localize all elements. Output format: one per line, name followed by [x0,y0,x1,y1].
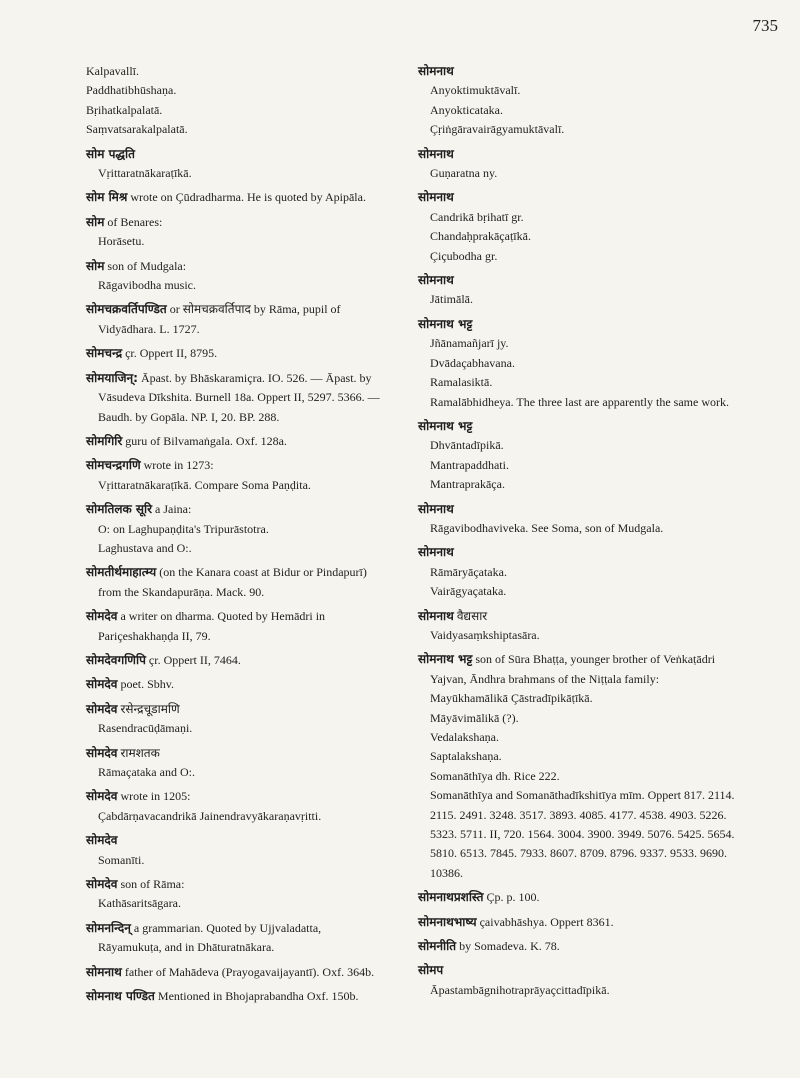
entry-line: Çṛiṅgāravairāgyamuktāvalī. [430,122,565,137]
entry-text: wrote in 1205: [117,789,191,804]
dictionary-entry [86,607,386,646]
dictionary-entry [86,369,386,427]
entry-text: वैद्यसार [453,608,488,623]
entry-line: Rasendracūḍāmaṇi. [98,721,193,736]
entry-headword: सोमचक्रवर्तिपण्डित [86,302,167,317]
entry-text: a Jaina: [152,502,192,517]
dictionary-entry [86,675,386,694]
entry-text: Çp. p. 100. [483,890,540,905]
dictionary-entry [86,987,386,1006]
dictionary-entry [418,650,738,883]
entry-headword: सोमदेव [86,789,118,804]
dictionary-entry [86,213,386,252]
entry-text: poet. Sbhv. [117,677,175,692]
entry-headword: सोमनन्दिन् [86,920,131,935]
entry-headword: सोमनाथ [418,545,454,560]
entry-line: Rāgavibodha music. [98,278,196,293]
entry-headword: सोमनाथभाष्य [418,914,477,929]
entry-line: Chandaḥprakāçaṭīkā. [430,229,531,244]
entry-text: çr. Oppert II, 8795. [122,346,218,361]
entry-headword: सोम मिश्र [86,190,128,205]
entry-line: Rāmaçataka and O:. [98,765,195,779]
dictionary-entry [86,875,386,914]
dictionary-entry [418,62,738,140]
dictionary-entry [86,456,386,495]
entry-line: Vedalakshaṇa. [430,730,499,744]
entry-headword: सोमतीर्थमाहात्म्य [86,565,157,580]
entry-text: çr. Oppert II, 7464. [145,652,241,667]
entry-headword: सोमनाथ [86,964,122,979]
entry-line: Anyokticataka. [430,102,503,117]
entry-line: Mantraprakāça. [430,477,505,492]
entry-headword: सोमनाथ पण्डित [86,989,155,1004]
entry-line: Kalpavallī. [86,64,139,78]
entry-headword: सोमतिलक सूरि [86,502,153,517]
entry-line: Kathāsaritsāgara. [98,896,181,911]
entry-line: Mantrapaddhati. [430,457,509,472]
dictionary-entry [418,607,738,646]
entry-line: Ramalābhidheya. The three last are apparently the same work. [430,394,729,409]
dictionary-entry [418,913,738,932]
entry-text: çaivabhāshya. Oppert 8361. [476,914,614,929]
entry-headword: सोमनाथ [418,501,454,516]
entry-text: wrote on Çūdradharma. He is quoted by Apipāla. [127,190,366,205]
entry-text: (on the Kanara coast at Bidur or Pindapurī) from the Skandapurāṇa. Mack. 90. [98,565,367,599]
entry-line: Vaidyasaṃkshiptasāra. [430,627,540,642]
entry-headword: सोम [86,214,105,229]
entry-line: Āpastambāgnihotraprāyaçcittadīpikā. [430,982,610,997]
entry-text: by Somadeva. K. 78. [456,939,560,954]
dictionary-entry [86,700,386,739]
entry-line: Ramalasiktā. [430,375,493,390]
entry-headword: सोमनाथ भट्ट [418,418,473,433]
dictionary-entry [418,937,738,956]
entry-text: Mentioned in Bhojaprabandha Oxf. 150b. [154,989,359,1004]
dictionary-entry [86,500,386,558]
entry-headword: सोमनाथ [418,190,454,205]
dictionary-entry [86,257,386,296]
dictionary-entry [418,271,738,310]
entry-line: Candrikā bṛihatī gr. [430,209,524,224]
entry-text: Āpast. by Bhāskaramiçra. IO. 526. — Āpast. by Vāsudeva Dīkshita. Burnell 18a. Oppert II, 5297. 5366. — Baudh. by Gopāla. NP. I, 20. BP. 288. [98,370,380,424]
entry-headword: सोमदेव [86,609,118,624]
entry-text: or सोमचक्रवर्तिपाद by Rāma, pupil of Vidyādhara. L. 1727. [98,302,341,336]
entry-headword: सोमगिरि [86,433,123,448]
dictionary-entry [418,500,738,539]
entry-headword: सोमनाथ भट्ट [418,316,473,331]
entry-headword: सोमदेव [86,677,118,692]
entry-line: Paddhatibhūshaṇa. [86,83,177,98]
page-number: 735 [752,16,778,35]
dictionary-entry [86,188,386,207]
entry-headword: सोम [86,258,105,273]
dictionary-entry [86,919,386,958]
dictionary-entry [418,315,738,412]
entry-headword: सोमदेव [86,877,118,892]
entry-headword: सोमप [418,963,444,978]
dictionary-entry [418,145,738,184]
entry-headword: सोमचन्द्र [86,346,123,361]
entry-line: Çabdārṇavacandrikā Jainendravyākaraṇavṛitti. [98,808,322,823]
entry-line: Anyoktimuktāvalī. [430,83,521,98]
entry-line: Guṇaratna ny. [430,166,498,181]
entry-line: Mayūkhamālikā Çāstradīpikāṭīkā. [430,691,593,706]
entry-headword: सोमनीति [418,939,457,954]
entry-line: Vṛittaratnākaraṭīkā. Compare Soma Paṇḍita. [98,477,311,492]
entry-line: Dhvāntadīpikā. [430,438,504,453]
entry-line: Dvādaçabhavana. [430,355,515,370]
entry-text: son of Sūra Bhaṭṭa, younger brother of Veṅkaṭādri Yajvan, Āndhra brahmans of the Niṭṭala family: [430,652,716,686]
entry-line: Horāsetu. [98,234,145,249]
entry-line: Jātimālā. [430,292,473,307]
entry-headword: सोमदेव [86,745,118,760]
dictionary-entry [86,145,386,184]
entry-headword: सोमनाथ भट्ट [418,652,473,667]
dictionary-entry [86,344,386,363]
entry-text: a writer on dharma. Quoted by Hemādri in Pariçeshakhaṇḍa II, 79. [98,609,326,643]
dictionary-entry [86,651,386,670]
right-column [418,62,738,1005]
dictionary-entry [418,888,738,907]
entry-headword: सोमदेवगणिपि [86,652,146,667]
entry-line: Vṛittaratnākaraṭīkā. [98,166,192,181]
entry-text: of Benares: [104,214,163,229]
entry-line: Bṛihatkalpalatā. [86,102,163,117]
dictionary-entry [86,744,386,783]
dictionary-entry [86,300,386,339]
dictionary-entry [418,417,738,495]
dictionary-entry [86,787,386,826]
entry-line: Somanāthīya dh. Rice 222. [430,768,560,783]
dictionary-entry [418,961,738,1000]
dictionary-entry [418,188,738,266]
entry-headword: सोमदेव [86,833,118,848]
entry-line: Jñānamañjarī jy. [430,336,509,351]
entry-text: रामशतक [117,745,160,760]
dictionary-entry [418,543,738,601]
entry-text: father of Mahādeva (Prayogavaijayantī). Oxf. 364b. [121,964,375,979]
entry-text: wrote in 1273: [140,458,214,473]
dictionary-entry [86,963,386,982]
entry-line: Laghustava and O:. [98,540,192,555]
entry-text: a grammarian. Quoted by Ujjvaladatta, Rāyamukuṭa, and in Dhāturatnākara. [98,920,322,955]
entry-line: O: on Laghupaṇḍita's Tripurāstotra. [98,521,269,536]
entry-line: Vairāgyaçataka. [430,584,507,599]
entry-line: Somanāthīya and Somanāthadīkshitīya mīm. Oppert 817. 2114. 2115. 2491. 3248. 3517. 3893. 4085. 4177. 4538. 4903. 5226. 5323. 5711. II, 720. 1564. 3004. 3900. 3949. 5076. 5425. 5654. 5810. 6513. 7845. 7933. 8607. 8709. 8796. 9337. 9533. 9690. 10386. [430,788,735,880]
entry-text: रसेन्द्रचूडामणि [117,701,180,716]
entry-text: son of Rāma: [117,877,185,892]
entry-headword: सोमनाथ [418,273,454,288]
dictionary-entry [86,831,386,870]
dictionary-entry [86,563,386,602]
entry-text: son of Mudgala: [104,258,187,273]
entry-line: Çiçubodha gr. [430,248,498,263]
entry-line: Rāgavibodhaviveka. See Soma, son of Mudgala. [430,520,664,535]
entry-line: Somanīti. [98,852,145,867]
entry-headword: सोमचन्द्रगणि [86,458,141,473]
entry-line: Saṃvatsarakalpalatā. [86,122,188,137]
entry-headword: सोमनाथ [418,64,454,78]
entry-headword: सोम पद्धति [86,146,135,161]
entry-line: Rāmāryāçataka. [430,564,507,579]
entry-headword: सोमनाथप्रशस्ति [418,890,484,905]
entry-headword: सोमनाथ [418,608,454,623]
dictionary-entry [86,432,386,451]
entry-line: Saptalakshaṇa. [430,749,502,764]
entry-headword: सोमयाजिन्: [86,370,138,385]
entry-headword: सोमनाथ [418,146,454,161]
entry-headword: सोमदेव [86,701,118,716]
entry-line: Māyāvimālikā (?). [430,710,519,725]
dictionary-entry [86,62,386,140]
entry-text: guru of Bilvamaṅgala. Oxf. 128a. [122,433,287,448]
left-column [86,62,386,1011]
